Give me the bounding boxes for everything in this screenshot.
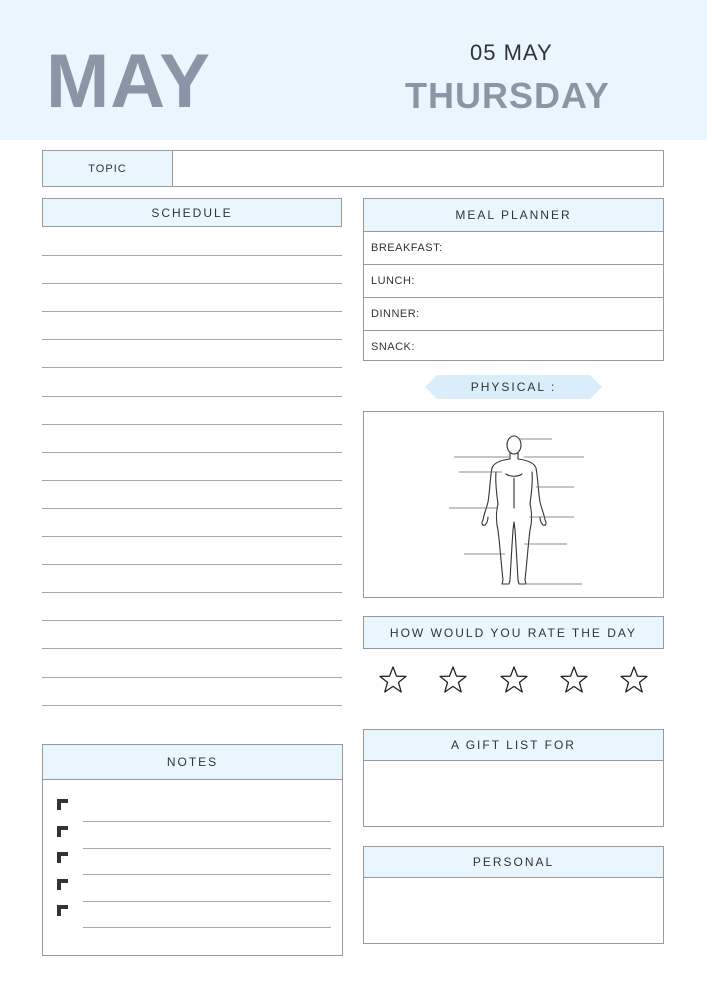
note-checkbox-icon[interactable]: [57, 799, 68, 810]
schedule-line[interactable]: [42, 564, 342, 565]
note-item: [55, 901, 331, 921]
star-icon[interactable]: [558, 664, 590, 696]
meal-planner-label: MEAL PLANNER: [455, 208, 572, 222]
meal-row-dinner[interactable]: [364, 298, 663, 331]
note-checkbox-icon[interactable]: [57, 879, 68, 890]
topic-field[interactable]: [173, 151, 663, 186]
meal-planner: [363, 198, 664, 361]
gift-list-field[interactable]: [364, 761, 663, 827]
schedule-line[interactable]: [42, 283, 342, 284]
date-label: 05 MAY: [470, 40, 553, 65]
meal-row-breakfast[interactable]: [364, 232, 663, 265]
physical-ribbon: [425, 373, 602, 401]
schedule-line[interactable]: [42, 620, 342, 621]
note-item: [55, 875, 331, 895]
schedule-line[interactable]: [42, 255, 342, 256]
notes-label: NOTES: [166, 755, 219, 769]
personal-header: [364, 847, 663, 878]
note-checkbox-icon[interactable]: [57, 826, 68, 837]
star-icon[interactable]: [437, 664, 469, 696]
schedule-line[interactable]: [42, 536, 342, 537]
rating-label: HOW WOULD YOU RATE THE DAY: [389, 625, 638, 640]
rating-stars: [363, 664, 664, 708]
personal-label: PERSONAL: [472, 855, 555, 869]
schedule-line[interactable]: [42, 452, 342, 453]
note-item: [55, 795, 331, 815]
schedule-line[interactable]: [42, 339, 342, 340]
meal-row-lunch[interactable]: [364, 265, 663, 298]
personal-section: [363, 846, 664, 944]
meal-row-snack[interactable]: [364, 331, 663, 363]
personal-field[interactable]: [364, 878, 663, 944]
star-icon[interactable]: [618, 664, 650, 696]
gift-list-header: [364, 730, 663, 761]
schedule-line[interactable]: [42, 311, 342, 312]
schedule-line[interactable]: [42, 480, 342, 481]
meal-label: BREAKFAST:: [371, 242, 443, 254]
notes-header: [43, 745, 342, 780]
note-line[interactable]: [83, 927, 331, 928]
physical-label: PHYSICAL :: [470, 380, 557, 394]
weekday-title: THURSDAY: [405, 75, 610, 116]
human-body-icon: [364, 412, 663, 597]
schedule-line[interactable]: [42, 648, 342, 649]
star-icon[interactable]: [377, 664, 409, 696]
note-checkbox-icon[interactable]: [57, 852, 68, 863]
schedule-line[interactable]: [42, 508, 342, 509]
body-diagram-box[interactable]: [363, 411, 664, 598]
schedule-line[interactable]: [42, 396, 342, 397]
rating-header: [363, 616, 664, 649]
note-checkbox-icon[interactable]: [57, 905, 68, 916]
star-icon[interactable]: [498, 664, 530, 696]
schedule-line[interactable]: [42, 424, 342, 425]
schedule-line[interactable]: [42, 592, 342, 593]
note-item: [55, 848, 331, 868]
topic-label: TOPIC: [43, 151, 173, 186]
schedule-line[interactable]: [42, 705, 342, 706]
meal-label: DINNER:: [371, 308, 420, 320]
meal-label: LUNCH:: [371, 275, 415, 287]
note-item: [55, 822, 331, 842]
page-header: [0, 0, 707, 140]
schedule-label: SCHEDULE: [151, 205, 233, 220]
schedule-line[interactable]: [42, 367, 342, 368]
notes-section: [42, 744, 343, 956]
schedule-line[interactable]: [42, 677, 342, 678]
gift-list: [363, 729, 664, 827]
gift-list-label: A GIFT LIST FOR: [451, 738, 576, 752]
topic-row: [42, 150, 664, 187]
schedule-header: [42, 198, 342, 227]
month-title: MAY: [46, 39, 211, 124]
meal-label: SNACK:: [371, 341, 415, 353]
meal-planner-header: [364, 199, 663, 232]
